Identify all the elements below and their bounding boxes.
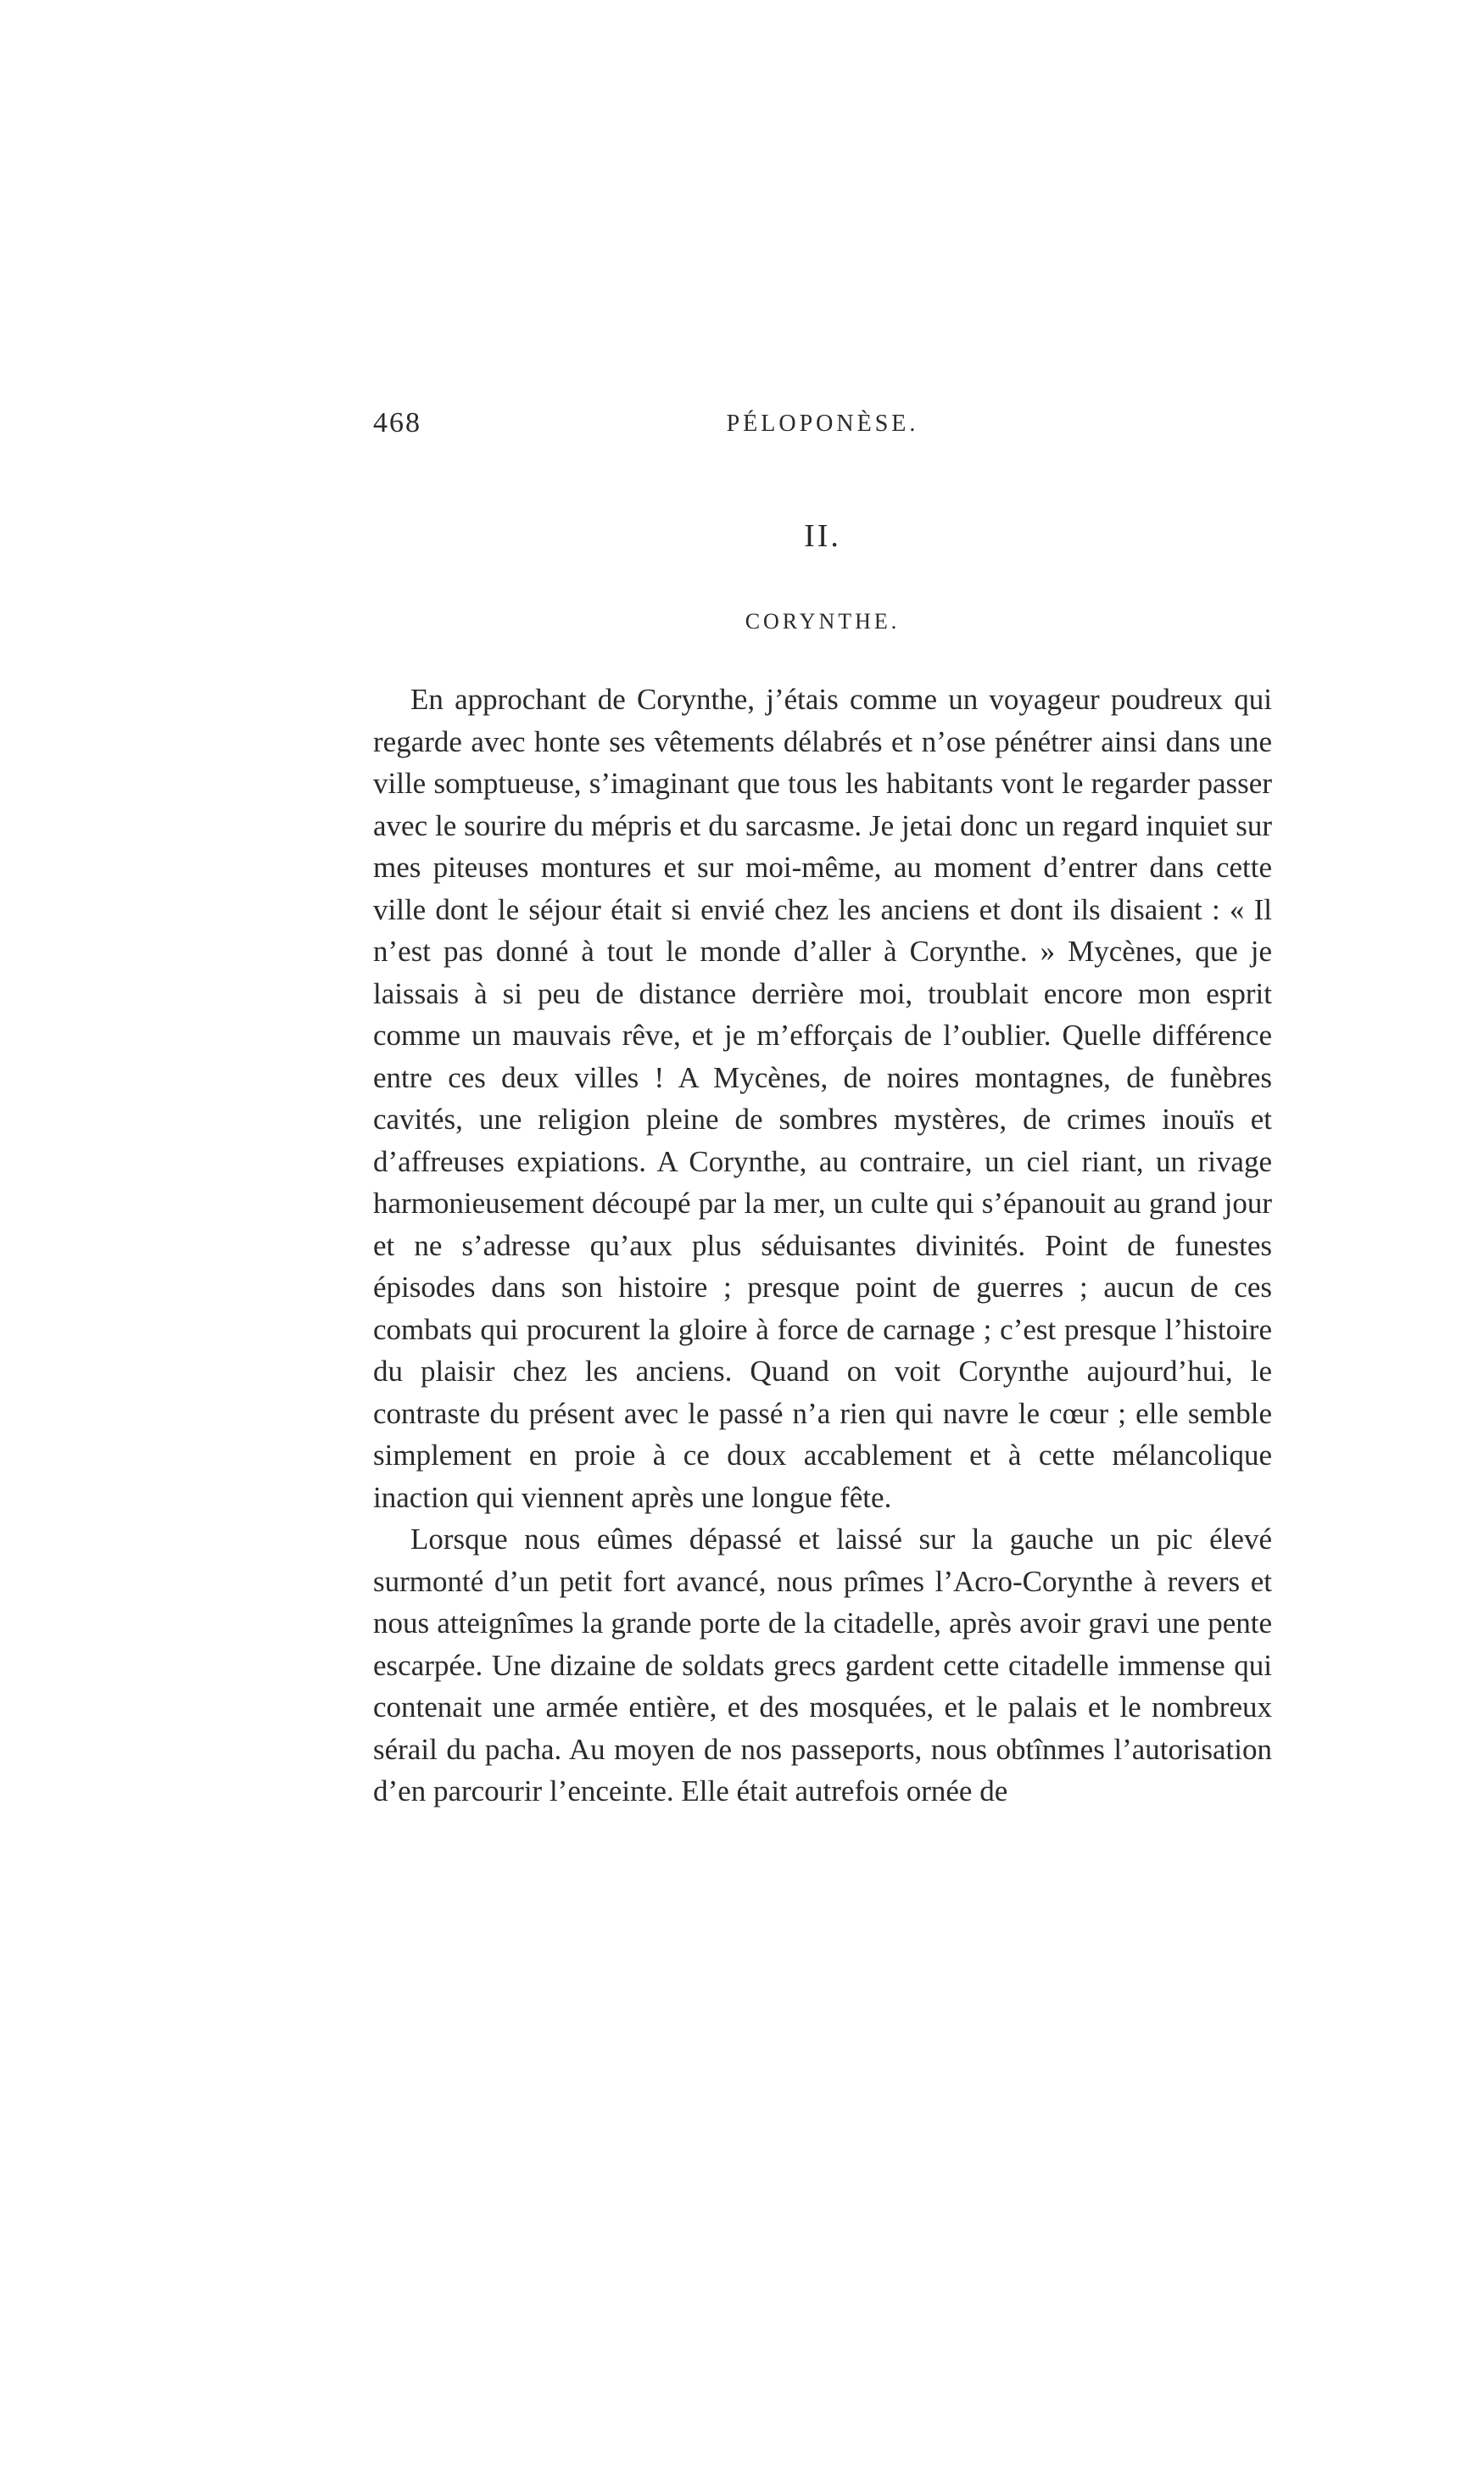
page-header (373, 407, 1272, 458)
section-number: II. (804, 518, 841, 554)
section-title: CORYNTHE. (745, 609, 901, 634)
running-head: PÉLOPONÈSE. (726, 411, 919, 437)
paragraph: Lorsque nous eûmes dépassé et laissé sur la gauche un pic élevé surmonté d’un petit fort avancé, nous prîmes l’Acro-Corynthe à revers et nous atteignîmes la grande porte de la citadelle, après avoir gravi une pente escarpée. Une dizaine de soldats grecs gardent cette citadelle immense qui contenait une armée entière, et des mosquées, et le palais et le nombreux sérail du pacha. Au moyen de nos passeports, nous obtînmes l’autorisation d’en parcourir l’enceinte. Elle était autrefois ornée de (373, 1523, 1272, 1808)
paragraph: En approchant de Corynthe, j’étais comme un voyageur poudreux qui regarde avec honte ses vêtements délabrés et n’ose pénétrer ainsi dans une ville somptueuse, s’imaginant que tous les habitants vont le regarder passer avec le sourire du mépris et du sarcasme. Je jetai donc un regard inquiet sur mes piteuses montures et sur moi-même, au moment d’entrer dans cette ville dont le séjour était si envié chez les anciens et dont ils disaient : « Il n’est pas donné à tout le monde d’aller à Corynthe. » Mycènes, que je laissais à si peu de distance derrière moi, troublait encore mon esprit comme un mauvais rêve, et je m’efforçais de l’oublier. Quelle différence entre ces deux villes ! A Mycènes, de noires montagnes, de funèbres cavités, une religion pleine de sombres mystères, de crimes inouïs et d’affreuses expiations. A Corynthe, au contraire, un ciel riant, un rivage harmonieusement découpé par la mer, un culte qui s’épanouit au grand jour et ne s’adresse qu’aux plus séduisantes divinités. Point de funestes épisodes dans son histoire ; presque point de guerres ; aucun de ces combats qui procurent la gloire à force de carnage ; c’est presque l’histoire du plaisir chez les anciens. Quand on voit Corynthe aujourd’hui, le contraste du présent avec le passé n’a rien qui navre le cœur ; elle semble simplement en proie à ce doux accablement et à cette mélancolique inaction qui viennent après une longue fête. (373, 683, 1272, 1514)
body-text (373, 679, 1272, 1813)
page-number: 468 (373, 407, 421, 439)
